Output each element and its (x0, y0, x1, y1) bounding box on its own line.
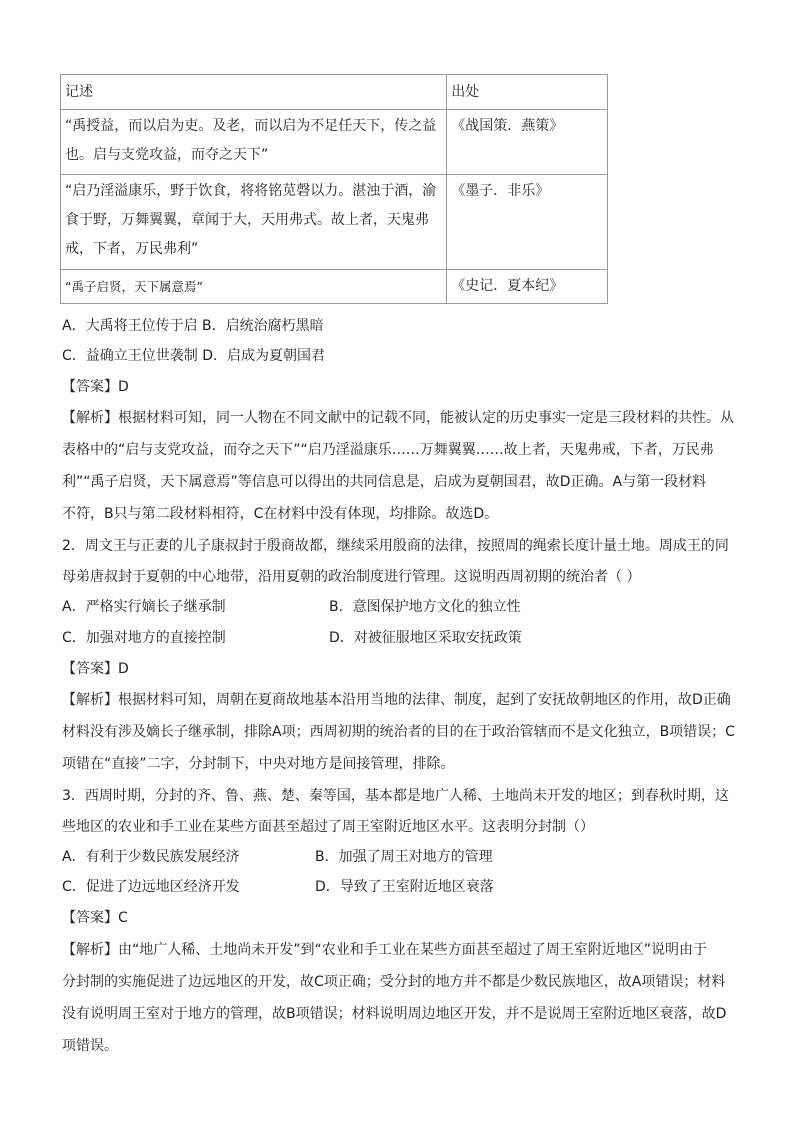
q1-analysis-line: 不符，B只与第二段材料相符，C在材料中没有体现，均排除。故选D。 (62, 506, 499, 522)
q2-analysis-line: 项错在“直接”二字，分封制下，中央对地方是间接管理，排除。 (62, 756, 455, 772)
table-header-row (61, 75, 608, 110)
q1-options-cd: C．益确立王位世袭制 D．启成为夏朝国君 (62, 348, 326, 364)
q3-option-c: C．促进了边远地区经济开发 (62, 879, 240, 895)
q3-analysis-line: 没有说明周王室对于地方的管理，故B项错误；材料说明周边地区开发，并不是说周王室附近地区衰落，故D (62, 1006, 727, 1022)
q3-option-d: D．导致了王室附近地区衰落 (315, 879, 494, 895)
q2-option-a: A．严格实行嫡长子继承制 (62, 599, 226, 615)
q1-analysis-line: 【解析】根据材料可知，同一人物在不同文献中的记载不同，能被认定的历史事实一定是三段材料的共性。从 (62, 410, 734, 426)
q2-option-c: C．加强对地方的直接控制 (62, 630, 226, 646)
q2-analysis-line: 材料没有涉及嫡长子继承制，排除A项；西周初期的统治者的目的在于政治管辖而不是文化独立，B项错误；C (62, 724, 735, 740)
table-cell-text: “禹子启贤，天下属意焉” (61, 270, 447, 304)
table-cell-source: 《史记．夏本纪》 (447, 270, 608, 304)
q1-analysis-line: 利”“禹子启贤，天下属意焉”等信息可以得出的共同信息是，启成为夏朝国君，故D正确。A与第一段材料 (62, 474, 707, 490)
table-row (61, 270, 608, 304)
q3-stem-line: 3．西周时期，分封的齐、鲁、燕、楚、秦等国，基本都是地广人稀、土地尚未开发的地区；到春秋时期，这 (62, 788, 729, 804)
q2-answer: 【答案】D (62, 661, 129, 677)
q1-options-ab: A．大禹将王位传于启 B．启统治腐朽黑暗 (62, 318, 324, 334)
q3-option-a: A．有利于少数民族发展经济 (62, 849, 240, 865)
table-row (61, 175, 608, 270)
q1-analysis-line: 表格中的“启与支党攻益，而夺之天下”“启乃淫溢康乐……万舞翼翼……故上者，天鬼弗戒，下者，万民弗 (62, 442, 714, 458)
q2-stem-line: 母弟唐叔封于夏朝的中心地带，沿用夏朝的政治制度进行管理。这说明西周初期的统治者（ ） (62, 569, 641, 585)
table-row (61, 110, 608, 175)
q2-option-d: D．对被征服地区采取安抚政策 (329, 630, 522, 646)
q3-analysis-line: 分封制的实施促进了边远地区的开发，故C项正确；受分封的地方并不都是少数民族地区，故A项错误；材料 (62, 974, 726, 990)
q3-analysis-line: 【解析】由“地广人稀、土地尚未开发”到“农业和手工业在某些方面甚至超过了周王室附近地区”说明由于 (62, 942, 708, 958)
table-header-cell: 出处 (447, 75, 608, 110)
q3-analysis-line: 项错误。 (62, 1038, 118, 1054)
table-cell-source: 《战国策．燕策》 (447, 110, 608, 175)
table-cell-source: 《墨子．非乐》 (447, 175, 608, 270)
q2-option-b: B．意图保护地方文化的独立性 (329, 599, 521, 615)
q1-answer: 【答案】D (62, 379, 129, 395)
q3-option-b: B．加强了周王对地方的管理 (315, 849, 493, 865)
table-cell-text: “禹授益，而以启为吏。及老，而以启为不足任天下，传之益也。启与支党攻益，而夺之天下” (61, 110, 447, 175)
q2-analysis-line: 【解析】根据材料可知，周朝在夏商故地基本沿用当地的法律、制度，起到了安抚故朝地区的作用，故D正确 (62, 692, 731, 708)
table-header-cell: 记述 (61, 75, 447, 110)
source-table (60, 74, 608, 304)
table-cell-text: “启乃淫溢康乐，野于饮食，将将铭苋磬以力。湛浊于酒，渝食于野，万舞翼翼，章闻于大，天用弗式。故上者，天鬼弗戒，下者，万民弗利” (61, 175, 447, 270)
q3-stem-line: 些地区的农业和手工业在某些方面甚至超过了周王室附近地区水平。这表明分封制（） (62, 819, 594, 835)
q2-stem-line: 2．周文王与正妻的儿子康叔封于殷商故都，继续采用殷商的法律，按照周的绳索长度计量土地。周成王的同 (62, 538, 729, 554)
q3-answer: 【答案】C (62, 910, 128, 926)
